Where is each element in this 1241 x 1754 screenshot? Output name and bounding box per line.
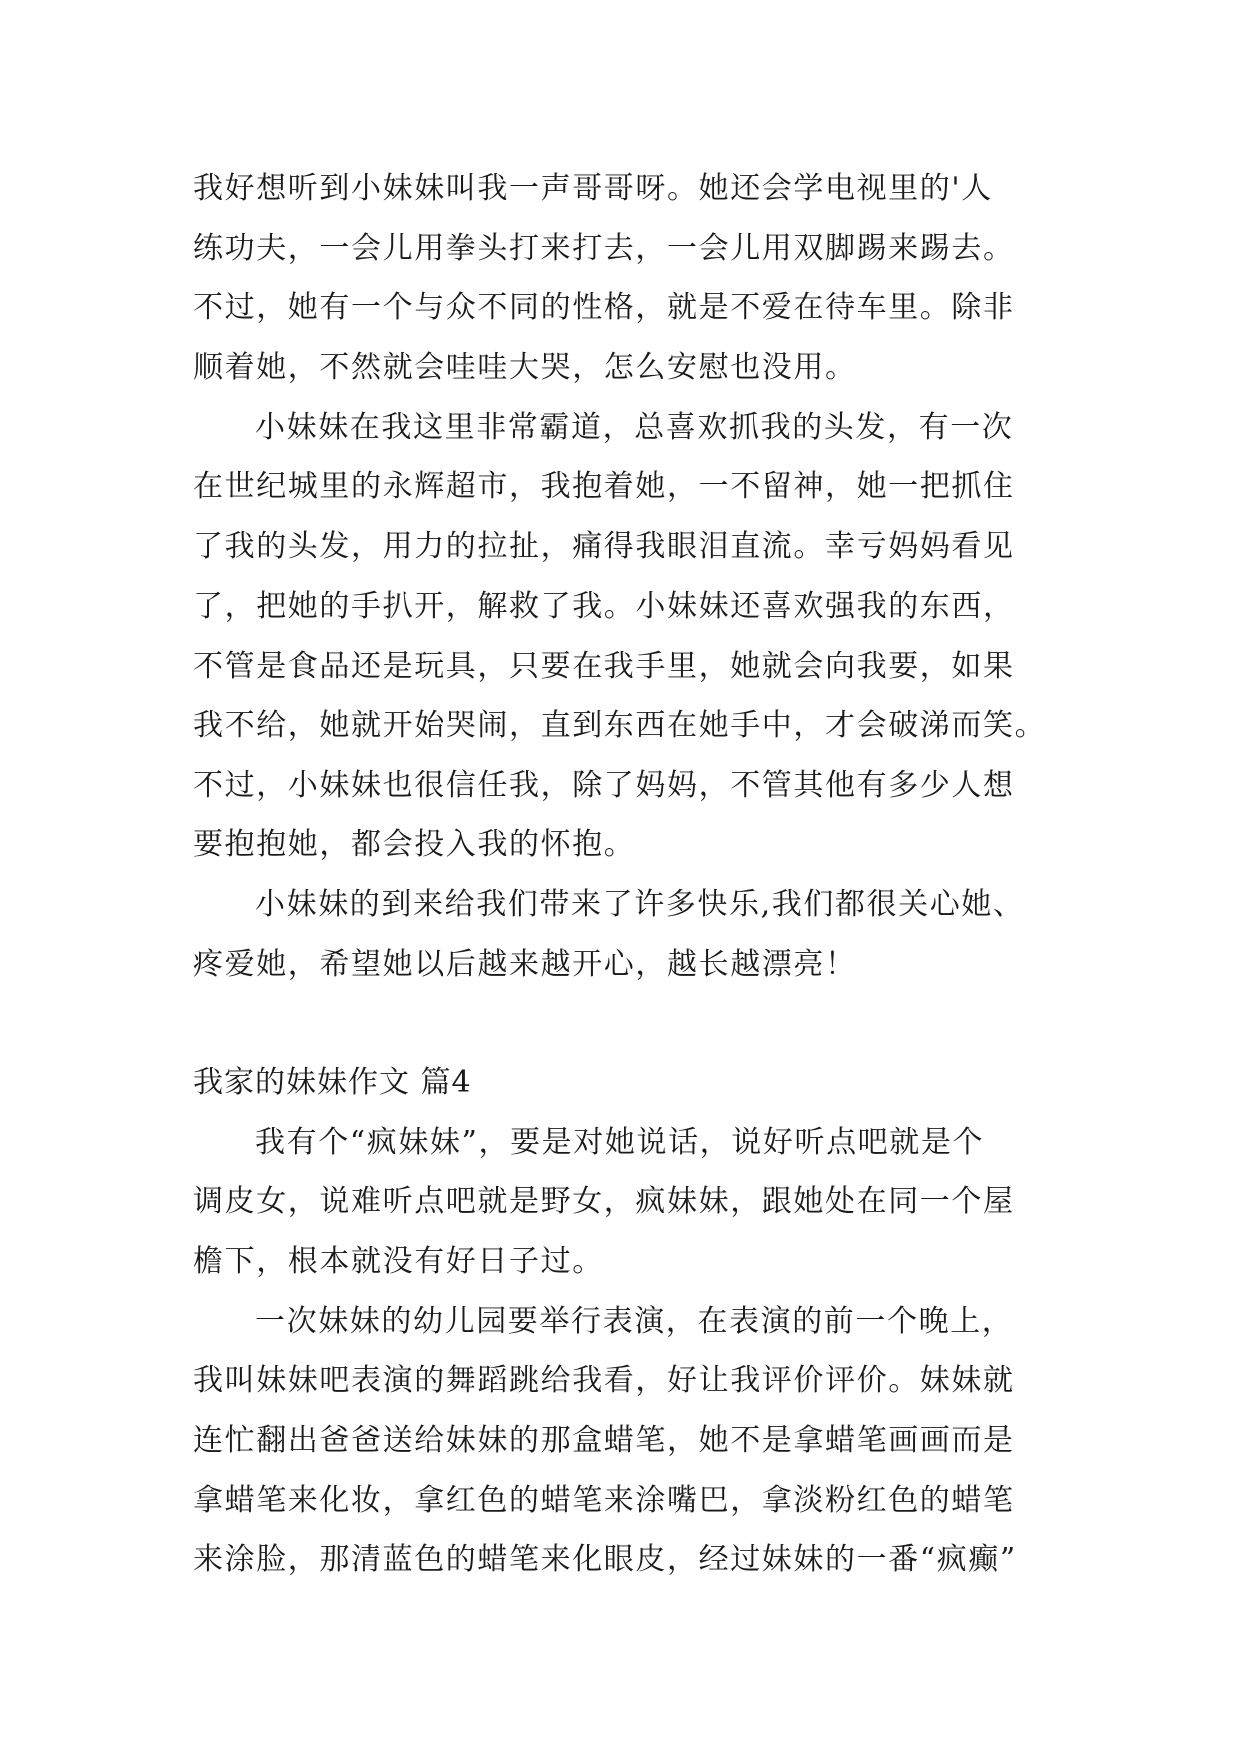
paragraph-line: 调皮女，说难听点吧就是野女，疯妹妹，跟她处在同一个屋 bbox=[193, 1184, 1015, 1219]
paragraph-line: 在世纪城里的永辉超市，我抱着她，一不留神，她一把抓住 bbox=[193, 469, 1015, 504]
paragraph-line: 我有个“疯妹妹”，要是对她说话，说好听点吧就是个 bbox=[255, 1125, 985, 1160]
paragraph-line: 不过，小妹妹也很信任我，除了妈妈，不管其他有多少人想 bbox=[193, 768, 1015, 803]
paragraph-line: 拿蜡笔来化妆，拿红色的蜡笔来涂嘴巴，拿淡粉红色的蜡笔 bbox=[193, 1483, 1015, 1518]
paragraph-line: 我不给，她就开始哭闹，直到东西在她手中，才会破涕而笑。 bbox=[193, 708, 1047, 743]
paragraph-line: 一次妹妹的幼儿园要举行表演，在表演的前一个晚上， bbox=[255, 1304, 1014, 1339]
paragraph-line: 不管是食品还是玩具，只要在我手里，她就会向我要，如果 bbox=[193, 649, 1015, 684]
paragraph-line: 了，把她的手扒开，解救了我。小妹妹还喜欢强我的东西， bbox=[193, 589, 1015, 624]
paragraph-line: 来涂脸，那清蓝色的蜡笔来化眼皮，经过妹妹的一番“疯癫” bbox=[193, 1542, 1017, 1577]
paragraph-line: 练功夫，一会儿用拳头打来打去，一会儿用双脚踢来踢去。 bbox=[193, 231, 1015, 266]
paragraph-line: 顺着她，不然就会哇哇大哭，怎么安慰也没用。 bbox=[193, 350, 857, 385]
paragraph-line: 我叫妹妹吧表演的舞蹈跳给我看，好让我评价评价。妹妹就 bbox=[193, 1363, 1015, 1398]
paragraph-line: 了我的头发，用力的拉扯，痛得我眼泪直流。幸亏妈妈看见 bbox=[193, 529, 1015, 564]
paragraph-line: 不过，她有一个与众不同的性格，就是不爱在待车里。除非 bbox=[193, 290, 1015, 325]
paragraph-line: 小妹妹的到来给我们带来了许多快乐,我们都很关心她、 bbox=[255, 887, 1025, 922]
paragraph-line: 我好想听到小妹妹叫我一声哥哥呀。她还会学电视里的'人 bbox=[193, 171, 993, 206]
section-heading: 我家的妹妹作文 篇4 bbox=[193, 1065, 472, 1100]
paragraph-line: 要抱抱她，都会投入我的怀抱。 bbox=[193, 827, 636, 862]
paragraph-line: 疼爱她，希望她以后越来越开心，越长越漂亮！ bbox=[193, 947, 857, 982]
paragraph-line: 连忙翻出爸爸送给妹妹的那盒蜡笔，她不是拿蜡笔画画而是 bbox=[193, 1423, 1015, 1458]
paragraph-line: 小妹妹在我这里非常霸道，总喜欢抓我的头发，有一次 bbox=[255, 410, 1014, 445]
paragraph-line: 檐下，根本就没有好日子过。 bbox=[193, 1244, 604, 1279]
